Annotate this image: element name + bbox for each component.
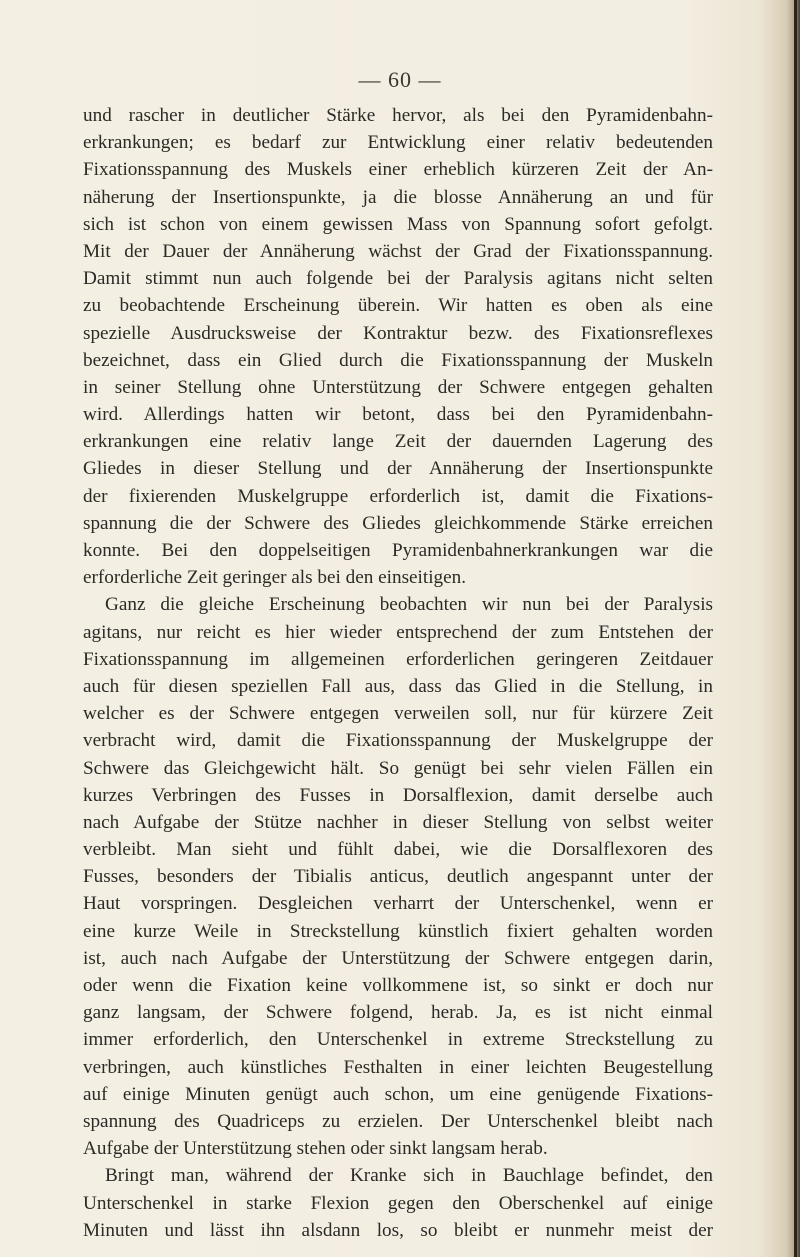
page-edge-shadow: [786, 0, 800, 1257]
text-line: spezielle Ausdrucksweise der Kontraktur bezw. des Fixationsreflexes: [83, 322, 713, 344]
paragraph: [83, 102, 713, 591]
text-line: wird. Allerdings hatten wir betont, dass bei den Pyramidenbahn-: [83, 404, 713, 426]
text-line: Unterschenkel in starke Flexion gegen den Oberschenkel auf einige: [83, 1192, 713, 1214]
text-line: spannung des Quadriceps zu erzielen. Der Unterschenkel bleibt nach: [83, 1110, 713, 1132]
text-line: konnte. Bei den doppelseitigen Pyramidenbahnerkrankungen war die: [83, 540, 713, 561]
text-line: zu beobachtende Erscheinung überein. Wir hatten es oben als eine: [83, 295, 713, 317]
page-edge-binding: [794, 0, 797, 1257]
text-line: in seiner Stellung ohne Unterstützung der Schwere entgegen gehalten: [83, 376, 713, 398]
text-line: verbringen, auch künstliches Festhalten in einer leichten Beugestellung: [83, 1056, 713, 1078]
text-line: Fixationsspannung im allgemeinen erforderlichen geringeren Zeitdauer: [83, 648, 713, 670]
text-line: Ganz die gleiche Erscheinung beobachten wir nun bei der Paralysis: [105, 594, 713, 616]
text-line: Schwere das Gleichgewicht hält. So genügt bei sehr vielen Fällen ein: [83, 757, 713, 779]
text-line: ganz langsam, der Schwere folgend, herab. Ja, es ist nicht einmal: [83, 1002, 713, 1024]
text-line: auf einige Minuten genügt auch schon, um eine genügende Fixations-: [83, 1083, 713, 1105]
text-line: verbleibt. Man sieht und fühlt dabei, wie die Dorsalflexoren des: [83, 839, 713, 861]
text-line: welcher es der Schwere entgegen verweilen soll, nur für kürzere Zeit: [83, 703, 713, 725]
text-line: kurzes Verbringen des Fusses in Dorsalflexion, damit derselbe auch: [83, 784, 713, 806]
text-line: eine kurze Weile in Streckstellung künstlich fixiert gehalten worden: [83, 920, 713, 942]
body-text: [83, 102, 713, 1244]
page-number: — 60 —: [358, 67, 442, 92]
text-line: Aufgabe der Unterstützung stehen oder sinkt langsam herab.: [83, 1138, 548, 1160]
text-line: erkrankungen eine relativ lange Zeit der dauernden Lagerung des: [83, 431, 713, 453]
text-line: Bringt man, während der Kranke sich in Bauchlage befindet, den: [105, 1165, 713, 1187]
text-line: spannung die der Schwere des Gliedes gleichkommende Stärke erreichen: [83, 512, 713, 534]
text-line: Mit der Dauer der Annäherung wächst der Grad der Fixationsspannung.: [83, 240, 713, 262]
text-line: Gliedes in dieser Stellung und der Annäherung der Insertionspunkte: [83, 458, 713, 480]
text-line: der fixierenden Muskelgruppe erforderlich ist, damit die Fixations-: [83, 485, 713, 507]
text-line: Haut vorspringen. Desgleichen verharrt der Unterschenkel, wenn er: [83, 893, 713, 915]
text-line: Damit stimmt nun auch folgende bei der Paralysis agitans nicht selten: [83, 268, 713, 290]
text-line: auch für diesen speziellen Fall aus, dass das Glied in die Stellung, in: [83, 675, 713, 697]
text-line: Fusses, besonders der Tibialis anticus, deutlich angespannt unter der: [83, 866, 713, 888]
text-line: ist, auch nach Aufgabe der Unterstützung der Schwere entgegen darin,: [83, 947, 713, 969]
paragraph: [83, 591, 713, 1162]
text-line: und rascher in deutlicher Stärke hervor, als bei den Pyramidenbahn-: [83, 105, 713, 126]
text-line: erforderliche Zeit geringer als bei den einseitigen.: [83, 567, 467, 589]
text-line: erkrankungen; es bedarf zur Entwicklung einer relativ bedeutenden: [83, 132, 713, 154]
text-line: oder wenn die Fixation keine vollkommene ist, so sinkt er doch nur: [83, 975, 713, 996]
text-line: näherung der Insertionspunkte, ja die blosse Annäherung an und für: [83, 186, 713, 208]
text-line: Fixationsspannung des Muskels einer erheblich kürzeren Zeit der An-: [83, 159, 713, 181]
text-line: sich ist schon von einem gewissen Mass von Spannung sofort gefolgt.: [83, 213, 713, 235]
text-line: verbracht wird, damit die Fixationsspannung der Muskelgruppe der: [83, 730, 713, 752]
paragraph: [83, 1162, 713, 1244]
text-line: immer erforderlich, den Unterschenkel in extreme Streckstellung zu: [83, 1029, 713, 1051]
text-line: nach Aufgabe der Stütze nachher in dieser Stellung von selbst weiter: [83, 811, 713, 833]
text-line: bezeichnet, dass ein Glied durch die Fixationsspannung der Muskeln: [83, 349, 713, 371]
text-line: Minuten und lässt ihn alsdann los, so bleibt er nunmehr meist der: [83, 1219, 713, 1241]
text-line: agitans, nur reicht es hier wieder entsprechend der zum Entstehen der: [83, 621, 713, 643]
